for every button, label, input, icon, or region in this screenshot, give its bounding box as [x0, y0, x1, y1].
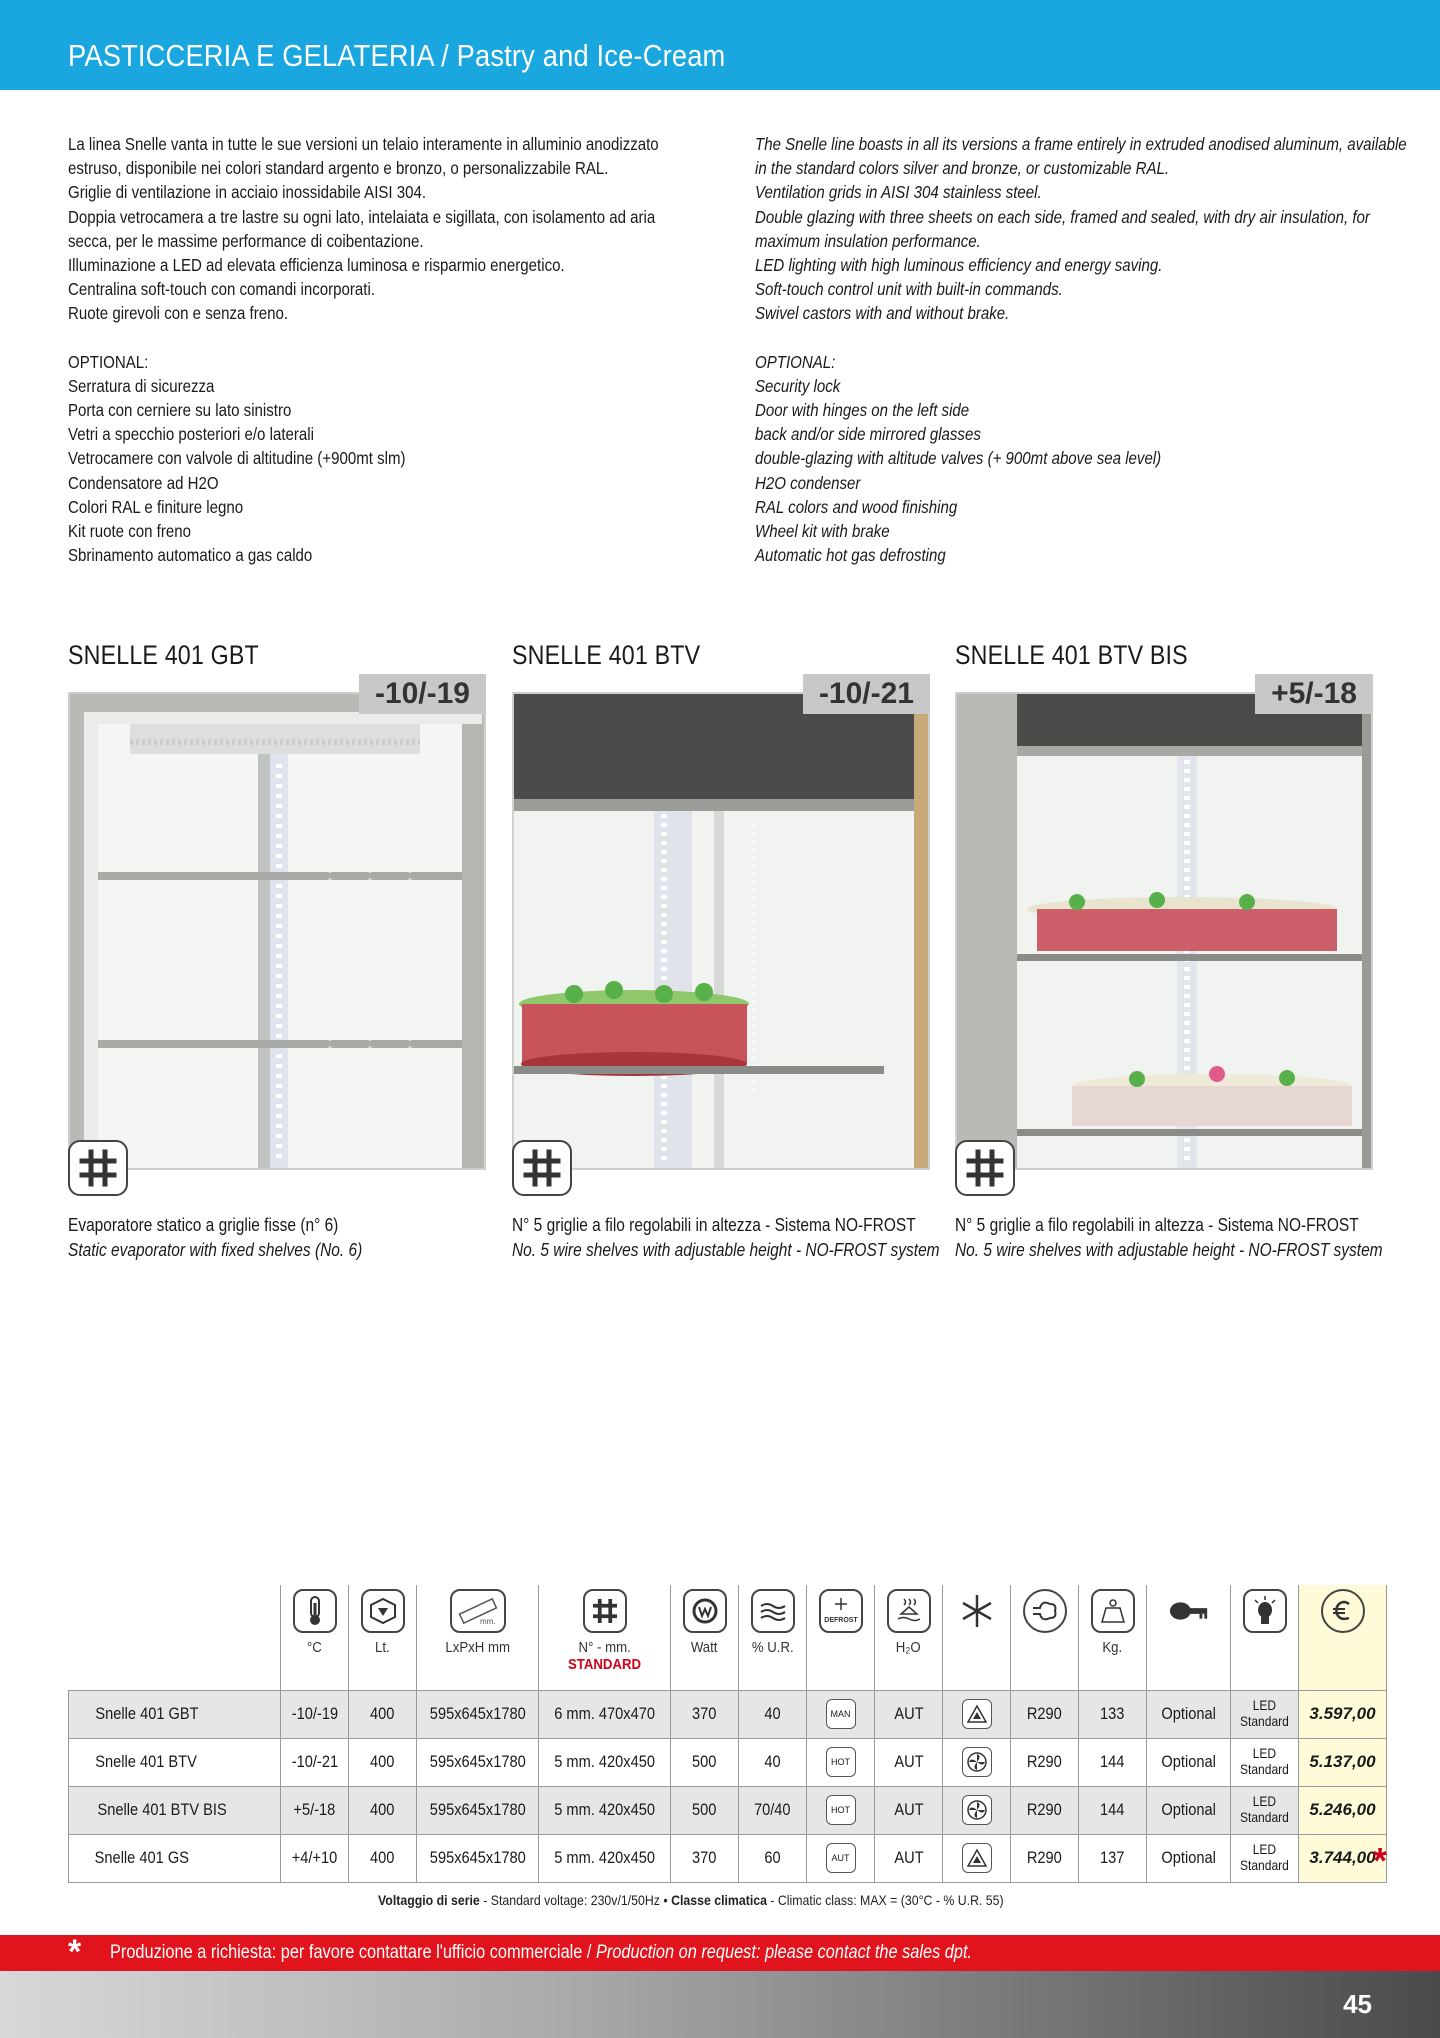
header-water: H₂O: [896, 1639, 921, 1656]
defrost-mode-icon: AUT: [826, 1843, 856, 1873]
desc-en-line: Swivel castors with and without brake.: [755, 303, 1010, 324]
on-request-banner: [0, 1935, 1440, 1971]
optional-en-line: Wheel kit with brake: [755, 521, 890, 542]
desc-it-line: Doppia vetrocamera a tre lastre su ogni lato, intelaiata e sigillata, con isolamento ad aria: [68, 206, 656, 227]
desc-it-line: secca, per le massime performance di coibentazione.: [68, 230, 424, 251]
shelf-grid-icon: [955, 1140, 1015, 1196]
defrost-icon-label: DEFROST: [823, 1617, 858, 1624]
product-photo: [68, 692, 486, 1170]
shelf-grid-icon: [512, 1140, 572, 1196]
price-cell: 3.744,00: [1299, 1834, 1387, 1882]
optional-it-line: Vetri a specchio posteriori e/o laterali: [68, 424, 314, 445]
temperature-badge: -10/-19: [359, 674, 486, 714]
header-humidity: % U.R.: [751, 1639, 794, 1656]
desc-it-line: estruso, disponibile nei colori standard argento e bronzo, o personalizzabile RAL.: [68, 158, 609, 179]
table-row: Snelle 401 GBT -10/-19 400 595x645x1780 6 mm. 470x470 370 40 MAN AUT R290 133 Optional LED Standard 3.597,00: [69, 1690, 1387, 1738]
price-cell: 5.246,00: [1299, 1786, 1387, 1834]
optional-en-line: double-glazing with altitude valves (+ 900mt above sea level): [755, 448, 1162, 469]
static-evaporator-icon: [962, 1843, 992, 1873]
description-italian: [68, 132, 687, 567]
desc-en-line: LED lighting with high luminous efficiency and energy saving.: [755, 255, 1163, 276]
table-row: Snelle 401 BTV BIS +5/-18 400 595x645x1780 5 mm. 420x450 500 70/40 HOT AUT R290 144 Optional LED Standard 5.246,00: [69, 1786, 1387, 1834]
header-temp: °C: [307, 1639, 322, 1656]
table-header-row: [69, 1585, 1387, 1690]
price-cell: 3.597,00: [1299, 1690, 1387, 1738]
page-number: 45: [1343, 1989, 1372, 2019]
desc-en-line: Soft-touch control unit with built-in commands.: [755, 279, 1063, 300]
header-shelves-standard: STANDARD: [567, 1656, 642, 1673]
product-name: SNELLE 401 GBT: [68, 640, 259, 670]
optional-it-line: OPTIONAL:: [68, 351, 149, 372]
humidity-waves-icon: [751, 1589, 795, 1633]
ventilated-fan-icon: [962, 1795, 992, 1825]
weight-icon: [1091, 1589, 1135, 1633]
optional-en-line: Automatic hot gas defrosting: [755, 545, 946, 566]
product-photo: [512, 692, 930, 1170]
price-cell: 5.137,00: [1299, 1738, 1387, 1786]
defrost-icon: [819, 1589, 863, 1633]
optional-en-line: Security lock: [755, 375, 841, 396]
header-dims: LxPxH mm: [445, 1639, 510, 1656]
header-watt: Watt: [691, 1639, 718, 1656]
desc-it-line: Illuminazione a LED ad elevata efficienza luminosa e risparmio energetico.: [68, 255, 565, 276]
volume-cube-icon: [361, 1589, 405, 1633]
shelf-grid-icon: [583, 1589, 627, 1633]
product-caption-it: Evaporatore statico a griglie fisse (n° 6): [68, 1215, 339, 1235]
optional-en-line: Door with hinges on the left side: [755, 400, 970, 421]
desc-it-line: Griglie di ventilazione in acciaio inossidabile AISI 304.: [68, 182, 427, 203]
optional-en-line: RAL colors and wood finishing: [755, 496, 958, 517]
desc-en-line: in the standard colors silver and bronze, or customizable RAL.: [755, 158, 1170, 179]
page-title: PASTICCERIA E GELATERIA / Pastry and Ice-Cream: [68, 38, 726, 73]
key-lock-icon: [1167, 1589, 1211, 1633]
watt-icon: [683, 1589, 727, 1633]
ruler-icon-label: mm.: [479, 1617, 496, 1626]
optional-en-line: back and/or side mirrored glasses: [755, 424, 981, 445]
defrost-mode-icon: MAN: [826, 1699, 856, 1729]
banner-asterisk: *: [68, 1933, 82, 1971]
desc-it-line: Centralina soft-touch con comandi incorporati.: [68, 279, 376, 300]
ruler-icon: [450, 1589, 506, 1633]
temperature-badge: +5/-18: [1255, 674, 1373, 714]
on-request-asterisk: *: [1373, 1840, 1388, 1881]
optional-en-line: OPTIONAL:: [755, 351, 836, 372]
temperature-badge: -10/-21: [803, 674, 930, 714]
desc-en-line: The Snelle line boasts in all its versions a frame entirely in extruded anodised aluminum, available: [755, 134, 1407, 154]
desc-it-line: Ruote girevoli con e senza freno.: [68, 303, 289, 324]
spec-table: [68, 1585, 1387, 1883]
voltage-note: Voltaggio di serie - Standard voltage: 230v/1/50Hz • Classe climatica - Climatic class: MAX = (30°C - % U.R. 55): [378, 1892, 1004, 1908]
product-photo: [955, 692, 1373, 1170]
optional-it-line: Condensatore ad H2O: [68, 472, 219, 493]
optional-it-line: Porta con cerniere su lato sinistro: [68, 400, 292, 421]
product-caption-en: Static evaporator with fixed shelves (No. 6): [68, 1240, 363, 1260]
optional-en-line: H2O condenser: [755, 472, 861, 493]
description-english: [755, 132, 1407, 567]
header-liters: Lt.: [375, 1639, 390, 1656]
optional-it-line: Kit ruote con freno: [68, 521, 191, 542]
product-name: SNELLE 401 BTV BIS: [955, 640, 1188, 670]
product-caption-it: N° 5 griglie a filo regolabili in altezza - Sistema NO-FROST: [955, 1215, 1359, 1235]
euro-icon: [1321, 1589, 1365, 1633]
table-row: Snelle 401 BTV -10/-21 400 595x645x1780 5 mm. 420x450 500 40 HOT AUT R290 144 Optional LED Standard 5.137,00: [69, 1738, 1387, 1786]
header-shelves: N° - mm.: [578, 1639, 631, 1656]
optional-it-line: Vetrocamere con valvole di altitudine (+900mt slm): [68, 448, 406, 469]
product-caption-en: No. 5 wire shelves with adjustable height - NO-FROST system: [512, 1240, 940, 1260]
static-evaporator-icon: [962, 1699, 992, 1729]
desc-it-line: La linea Snelle vanta in tutte le sue versioni un telaio interamente in alluminio anodizzato: [68, 134, 659, 154]
optional-it-line: Serratura di sicurezza: [68, 375, 215, 396]
refrigerant-gas-icon: [1023, 1589, 1067, 1633]
banner-message: Produzione a richiesta: per favore contattare l'ufficio commerciale / Production on request: please contact the sales dpt.: [110, 1942, 973, 1963]
shelf-grid-icon: [68, 1140, 128, 1196]
product-caption-it: N° 5 griglie a filo regolabili in altezza - Sistema NO-FROST: [512, 1215, 916, 1235]
product-caption-en: No. 5 wire shelves with adjustable height - NO-FROST system: [955, 1240, 1383, 1260]
product-name: SNELLE 401 BTV: [512, 640, 701, 670]
light-bulb-icon: [1243, 1589, 1287, 1633]
desc-en-line: maximum insulation performance.: [755, 230, 981, 251]
header-kg: Kg.: [1102, 1639, 1123, 1656]
page-footer: [0, 1971, 1440, 2038]
snowflake-icon: [955, 1589, 999, 1633]
page-header-band: [0, 0, 1440, 90]
desc-en-line: Double glazing with three sheets on each side, framed and sealed, with dry air insulation, for: [755, 206, 1370, 227]
table-row: Snelle 401 GS +4/+10 400 595x645x1780 5 mm. 420x450 370 60 AUT AUT R290 137 Optional LED Standard 3.744,00: [69, 1834, 1387, 1882]
water-condenser-icon: [887, 1589, 931, 1633]
optional-it-line: Colori RAL e finiture legno: [68, 496, 244, 517]
thermometer-icon: [293, 1589, 337, 1633]
defrost-mode-icon: HOT: [826, 1747, 856, 1777]
desc-en-line: Ventilation grids in AISI 304 stainless steel.: [755, 182, 1042, 203]
defrost-mode-icon: HOT: [826, 1795, 856, 1825]
ventilated-fan-icon: [962, 1747, 992, 1777]
optional-it-line: Sbrinamento automatico a gas caldo: [68, 545, 313, 566]
